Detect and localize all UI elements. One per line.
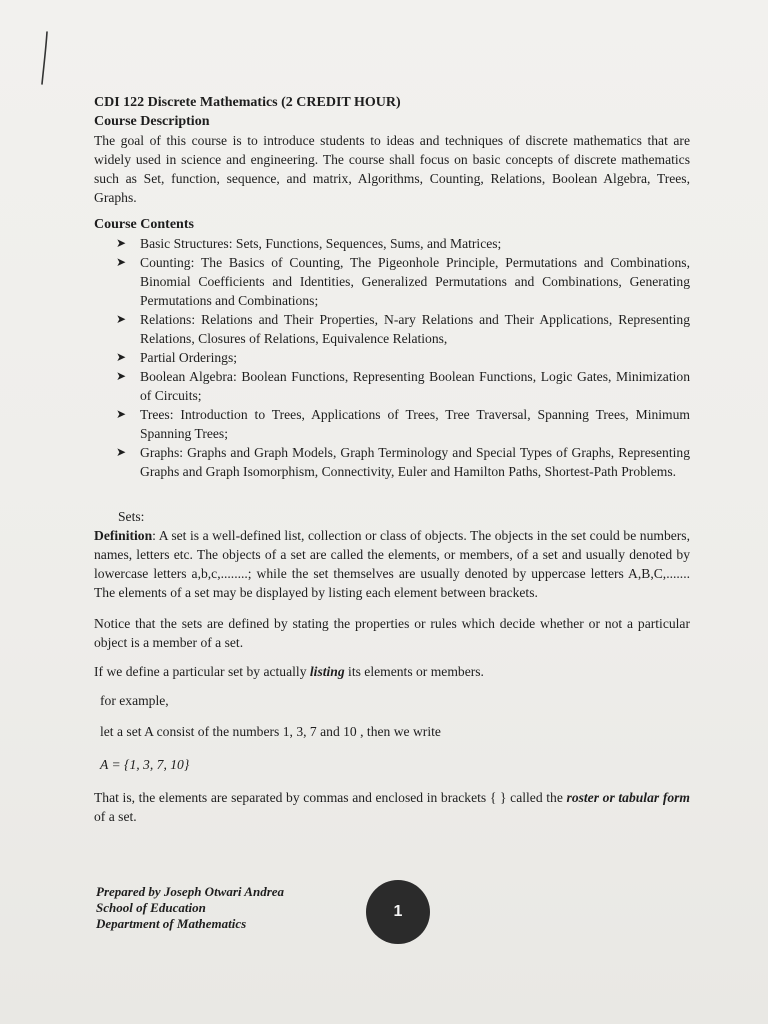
list-item: ➤ Trees: Introduction to Trees, Applications of Trees, Tree Traversal, Spanning Trees, Minimum Spanning Trees;: [116, 407, 690, 441]
list-item: ➤ Partial Orderings;: [116, 350, 238, 365]
sets-heading: Sets:: [118, 509, 145, 524]
definition-text: : A set is a well-defined list, collection or class of objects. The objects in the set could be numbers, names, letters etc. The objects of a set are called the elements, or members, of a set and usually denoted by lowercase letters a,b,c,........; while the set themselves are usually denoted by uppercase letters A,B,C,....... The elements of a set may be displayed by listing each element between brackets.: [94, 528, 690, 600]
description-text: The goal of this course is to introduce students to ideas and techniques of discrete mathematics that are widely used in science and engineering. The course shall focus on basic concepts of discrete mathematics such as Set, function, sequence, and matrix, Algorithms, Counting, Relations, Boolean Algebra, Trees, Graphs.: [94, 133, 690, 205]
arrow-bullet-icon: ➤: [116, 312, 127, 326]
list-item: ➤ Boolean Algebra: Boolean Functions, Representing Boolean Functions, Logic Gates, Minimization of Circuits;: [116, 369, 690, 403]
definition-paragraph: [94, 526, 690, 602]
roster-term: roster or tabular form: [566, 789, 691, 805]
arrow-bullet-icon: ➤: [116, 236, 127, 250]
arrow-bullet-icon: ➤: [116, 369, 127, 383]
pen-mark: [38, 30, 52, 86]
contents-list: [94, 234, 690, 481]
footer-author: Prepared by Joseph Otwari Andrea: [96, 884, 285, 899]
arrow-bullet-icon: ➤: [116, 350, 127, 364]
footer-school: School of Education: [96, 900, 206, 915]
contents-heading: Course Contents: [94, 217, 194, 232]
page-content: [94, 93, 690, 826]
listing-word: listing: [309, 664, 345, 679]
example-text: let a set A consist of the numbers 1, 3, 7 and 10 , then we write: [100, 724, 441, 739]
course-title: CDI 122 Discrete Mathematics (2 CREDIT HOUR): [94, 95, 401, 110]
definition-label: Definition: [94, 528, 153, 543]
page-number: 1: [366, 880, 430, 944]
arrow-bullet-icon: ➤: [116, 255, 127, 269]
footer-credits: [96, 884, 284, 932]
listing-paragraph: If we define a particular set by actually listing its elements or members.: [94, 664, 484, 679]
list-item: ➤ Graphs: Graphs and Graph Models, Graph Terminology and Special Types of Graphs, Representing Graphs and Graph Isomorphism, Connectivity, Euler and Hamilton Paths, Shortest-Path Problems.: [116, 445, 690, 479]
footer-department: Department of Mathematics: [96, 916, 247, 931]
arrow-bullet-icon: ➤: [116, 445, 127, 459]
description-heading: Course Description: [94, 114, 210, 129]
arrow-bullet-icon: ➤: [116, 407, 127, 421]
for-example-text: for example,: [100, 693, 169, 708]
list-item: ➤ Counting: The Basics of Counting, The Pigeonhole Principle, Permutations and Combinations, Binomial Coefficients and Identities, Generalized Permutations and Combinations, Generating Permutations and Combinations;: [116, 255, 690, 308]
set-formula: A = {1, 3, 7, 10}: [100, 757, 190, 772]
notice-text: Notice that the sets are defined by stating the properties or rules which decide whether or not a particular object is a member of a set.: [94, 616, 690, 650]
list-item: ➤ Basic Structures: Sets, Functions, Sequences, Sums, and Matrices;: [116, 236, 502, 251]
list-item: ➤ Relations: Relations and Their Properties, N-ary Relations and Their Applications, Representing Relations, Closures of Relations, Equivalence Relations,: [116, 312, 690, 346]
roster-paragraph: That is, the elements are separated by commas and enclosed in brackets { } called the roster or tabular form of a set.: [94, 789, 691, 824]
